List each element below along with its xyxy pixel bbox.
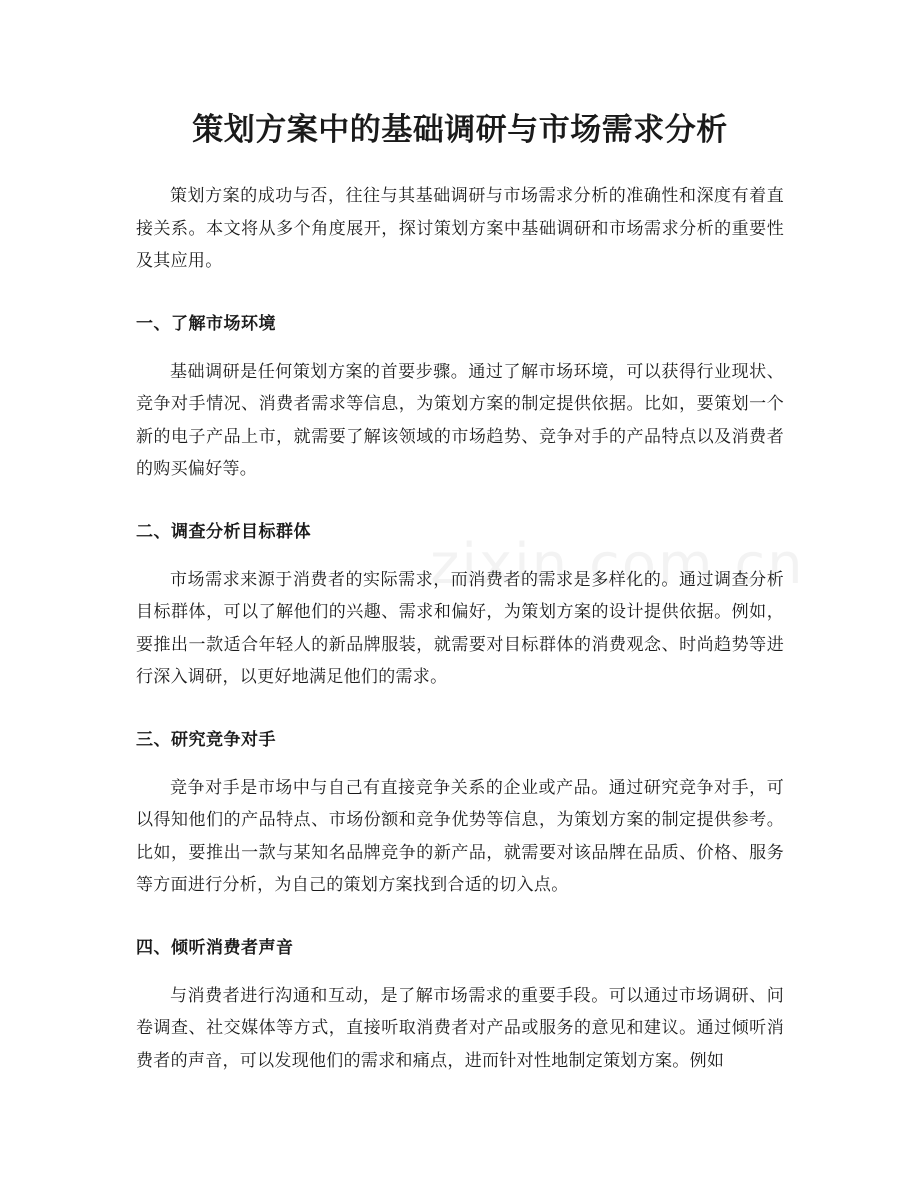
spacer: [136, 756, 784, 772]
section-heading-2: 二、调查分析目标群体: [136, 521, 311, 542]
section-heading-1: 一、了解市场环境: [136, 313, 276, 334]
section-paragraph-3: 竞争对手是市场中与自己有直接竞争关系的企业或产品。通过研究竞争对手，可以得知他们的产品特点、市场份额和竞争优势等信息，为策划方案的制定提供参考。比如，要推出一款与某知名品牌竞争的新产品，就需要对该品牌在品质、价格、服务等方面进行分析，为自己的策划方案找到合适的切入点。: [136, 777, 784, 895]
section-paragraph-4: 与消费者进行沟通和互动，是了解市场需求的重要手段。可以通过市场调研、问卷调查、社交媒体等方式，直接听取消费者对产品或服务的意见和建议。通过倾听消费者的声音，可以发现他们的需求和痛点，进而针对性地制定策划方案。例如: [136, 985, 784, 1071]
intro-paragraph: 策划方案的成功与否，往往与其基础调研与市场需求分析的准确性和深度有着直接关系。本文将从多个角度展开，探讨策划方案中基础调研和市场需求分析的重要性及其应用。: [136, 186, 784, 271]
spacer: [136, 340, 784, 356]
document-body: [136, 180, 784, 1077]
spacer: [136, 902, 784, 932]
section-heading-4: 四、倾听消费者声音: [136, 937, 294, 958]
section-paragraph-2: 市场需求来源于消费者的实际需求，而消费者的需求是多样化的。通过调查分析目标群体，可以了解他们的兴趣、需求和偏好，为策划方案的设计提供依据。例如，要推出一款适合年轻人的新品牌服装，就需要对目标群体的消费观念、时尚趋势等进行深入调研，以更好地满足他们的需求。: [136, 569, 784, 687]
spacer: [136, 278, 784, 308]
page-title: 策划方案中的基础调研与市场需求分析: [192, 112, 728, 148]
spacer: [136, 694, 784, 724]
spacer: [136, 548, 784, 564]
section-paragraph-1: 基础调研是任何策划方案的首要步骤。通过了解市场环境，可以获得行业现状、竞争对手情况、消费者需求等信息，为策划方案的制定提供依据。比如，要策划一个新的电子产品上市，就需要了解该领域的市场趋势、竞争对手的产品特点以及消费者的购买偏好等。: [136, 361, 784, 479]
spacer: [136, 964, 784, 980]
spacer: [136, 486, 784, 516]
section-heading-3: 三、研究竞争对手: [136, 729, 276, 750]
